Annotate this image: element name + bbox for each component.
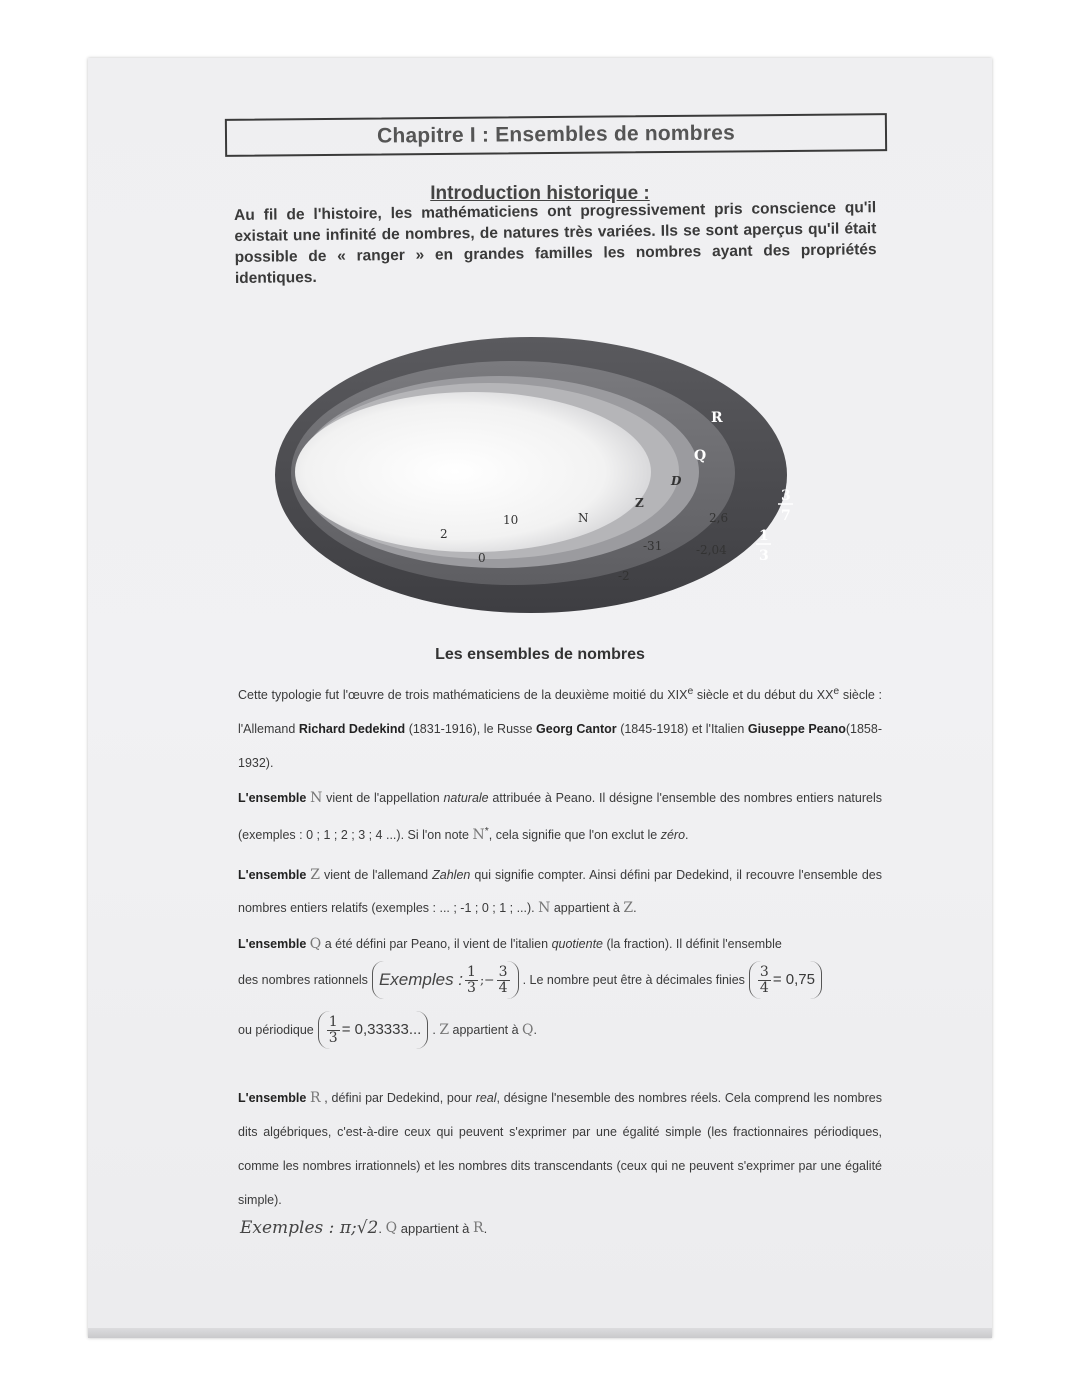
p1-text-2: siècle et du début du XX [693,688,834,703]
p4-text-5: ou périodique [238,1023,314,1037]
number-10: 10 [503,513,519,527]
examples-paren [372,961,519,999]
p4-text-3: des nombres rationnels [238,973,368,987]
diagram-caption: Les ensembles de nombres [435,646,645,663]
symbol-z-3: Z [439,1022,450,1038]
p3-lead: L'ensemble [238,868,307,882]
p2-star: * [484,826,489,837]
number-2: 2 [440,527,448,541]
paragraph-set-z [238,859,882,925]
decimal-0-3333: = 0,33333... [341,1021,422,1038]
paragraph-set-q [238,933,882,1049]
p5-text-1: , défini par Dedekind, pour [320,1091,476,1105]
p4-text-2: (la fraction). Il définit l'ensemble [603,937,782,951]
fraction-1-3 [465,965,478,996]
number-minus-31: -31 [643,539,663,553]
decimal-0-75: = 0,75 [772,971,815,988]
name-cantor: Georg Cantor [536,722,617,737]
p2-text-3: , cela signifie que l'on exclut le [488,828,661,843]
ex-last-text-2: appartient à [400,1220,470,1236]
p1-text-1: Cette typologie fut l'œuvre de trois mathématiciens de la deuxième moitié du XIX [238,688,688,703]
fraction-3-4-b-num: 3 [759,963,769,980]
decimal-paren [749,961,822,999]
r-examples-line [240,1218,487,1238]
p1-text-4: (1831-1916), le Russe [405,722,537,737]
paragraph-set-n [238,782,882,852]
fraction-1-3-b-num: 1 [328,1013,338,1030]
p4-text-4: . Le nombre peut être à décimales finies [522,973,745,987]
fraction-3-7-num: 3 [781,488,791,504]
set-label-z: Z [635,496,644,510]
number-2-6: 2,6 [709,511,729,525]
fraction-1-3-num: 1 [467,963,476,980]
fraction-3-4 [497,965,510,996]
number-minus-2: -2 [618,569,630,583]
fraction-1-3-den: 3 [759,548,769,564]
p2-text-1: vient de l'appellation [322,791,444,805]
p5-italic-1: real [475,1091,497,1105]
number-minus-2-04: -2,04 [696,543,727,557]
set-label-r: R [711,410,723,426]
periodic-paren [318,1011,429,1049]
set-label-q: Q [694,448,707,464]
p2-text-4: . [685,828,689,843]
p4-text-8: . [533,1023,538,1037]
p1-sup-1: e [687,686,694,697]
p3-italic-1: Zahlen [432,868,471,882]
p1-sup-2: e [833,686,840,697]
intro-text: Au fil de l'histoire, les mathématiciens ont progressivement pris conscience qu'il existait une infinité de nombres, de natures très variées. Ils se sont aperçus qu'il était possible de « ranger » en grandes familles les nombres ayant des propriétés identiques. [234,199,877,287]
p3-text-3: appartient à [550,901,624,915]
examples-label: Exemples : [378,970,464,989]
p2-italic-1: naturale [443,791,489,805]
fraction-1-3-num: 1 [759,528,769,544]
paragraph-set-r [238,1081,882,1217]
symbol-z-2: Z [623,900,634,916]
fraction-1-3-b [327,1015,340,1046]
name-peano: Giuseppe Peano [747,722,846,737]
p2-lead: L'ensemble [238,791,307,805]
fraction-3-4-den: 4 [498,979,508,996]
p5-text-2: , désigne l'nesemble des nombres réels. Cela comprend les nombres dits algébriques, c'est-à-dire ceux qui peuvent s'exprimer par une égalité simple (les fractionnaires périodiques, comme les nombres irrationnels) et les nombres dits transcendants (ceux qui ne peuvent s'exprimer par une égalité simple). [238,1091,882,1207]
p4-italic-1: quotiente [551,937,603,951]
p4-lead: L'ensemble [238,937,307,951]
p1-text-6: (1858-1932). [238,722,882,771]
p3-text-4: . [633,901,637,915]
p2-italic-2: zéro [660,828,686,843]
number-0: 0 [478,551,486,565]
number-sets-diagram [273,330,793,620]
symbol-z: Z [310,867,320,883]
p2-text-2: attribuée à Peano. Il désigne l'ensemble des nombres entiers naturels (exemples : 0 ; 1 ; 2 ; 3 ; 4 ...). Si l'on note [238,791,882,843]
chapter-title-box [225,113,887,157]
intro-title: Introduction historique : [430,183,650,204]
symbol-q-3: Q [385,1220,398,1236]
fraction-1-3-b-den: 3 [328,1029,338,1046]
symbol-n: N [310,790,323,806]
set-label-d: D [671,474,682,488]
p3-text-1: vient de l'allemand [320,868,433,882]
p3-text-2: qui signifie compter. Ainsi défini par Dedekind, il recouvre l'ensemble des nombres entiers relatifs (exemples : ... ; -1 ; 0 ; 1 ; ...). [238,868,882,915]
q-periodic-line [238,1011,882,1049]
symbol-n-2: N [538,900,551,916]
fraction-3-4-num: 3 [498,963,508,980]
symbol-n-star: N [472,827,485,844]
symbol-r-2: R [473,1220,484,1236]
fraction-1-3-den: 3 [467,979,476,996]
set-n-core [295,392,651,552]
p1-text-3: siècle : l'Allemand [238,688,882,737]
chapter-title: Chapitre I : Ensembles de nombres [376,121,736,148]
r-examples-label: Exemples : π;√2 [240,1218,379,1238]
symbol-q-2: Q [522,1022,534,1038]
symbol-r: R [310,1090,321,1106]
p4-text-1: a été défini par Peano, il vient de l'italien [321,937,552,951]
p4-text-6: . [432,1023,436,1037]
p5-lead: L'ensemble [238,1091,307,1105]
paper-sheet [88,58,992,1338]
name-dedekind: Richard Dedekind [298,722,406,737]
fraction-separator: ;− [479,972,495,987]
p4-text-7: appartient à [452,1023,519,1037]
set-label-n: N [578,511,589,525]
fraction-3-7-den: 7 [781,508,791,524]
fraction-3-4-b [758,965,771,996]
p1-text-5: (1845-1918) et l'Italien [616,722,748,737]
ex-last-text-3: . [483,1220,488,1236]
ex-last-text-1: . [378,1220,382,1236]
paragraph-mathematicians [238,675,882,780]
fraction-3-4-b-den: 4 [759,979,769,996]
symbol-q: Q [309,936,322,952]
q-examples-line [238,961,882,999]
